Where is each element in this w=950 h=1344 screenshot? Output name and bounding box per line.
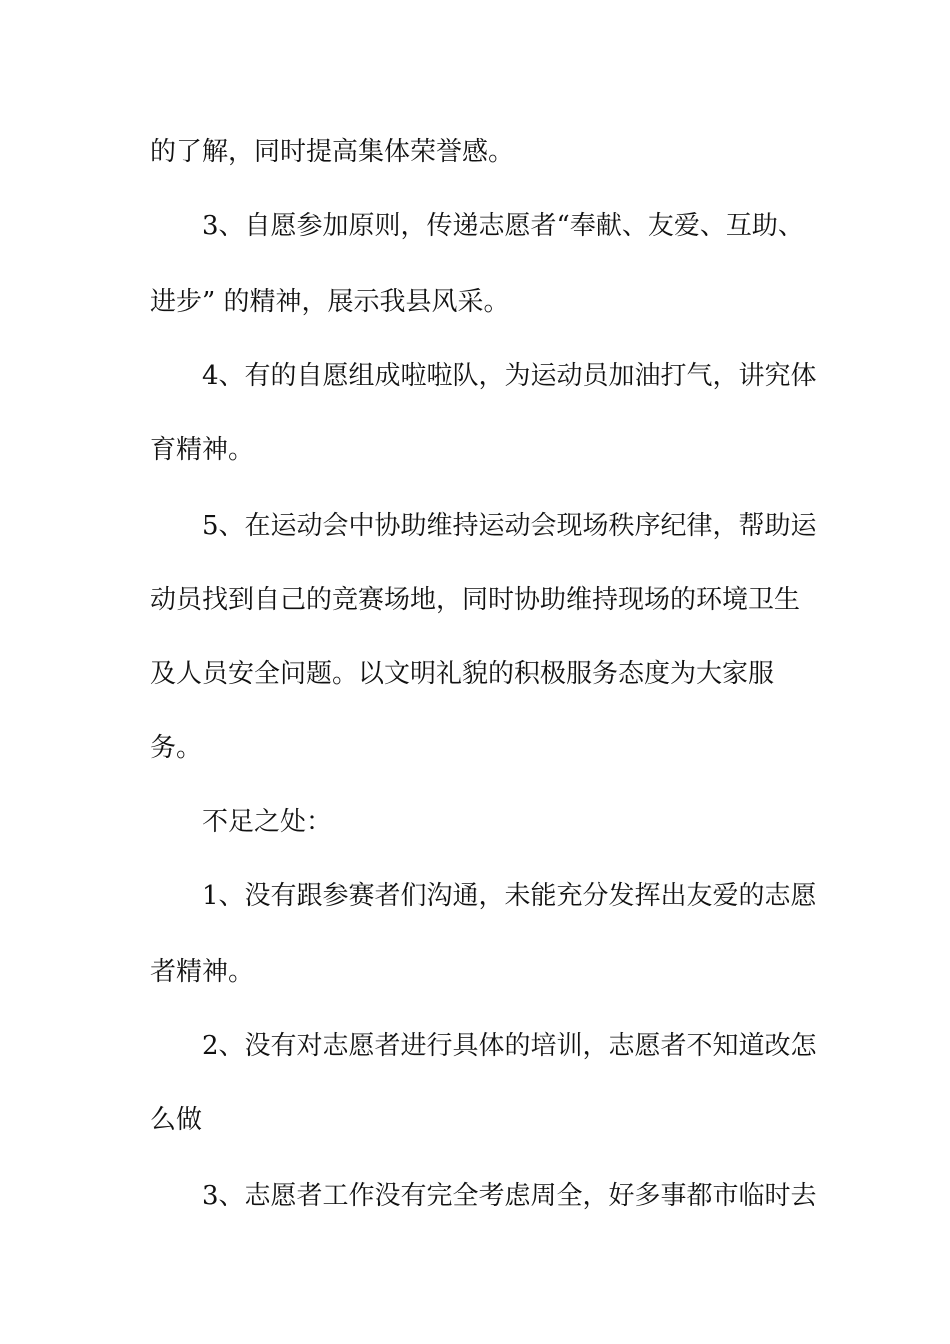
text-line-content: 进步” 的精神，展示我县风采。	[150, 287, 510, 317]
text-line	[0, 506, 950, 546]
text-line-content: 动员找到自己的竞赛场地，同时协助维持现场的环境卫生	[150, 585, 801, 615]
text-line	[0, 952, 950, 992]
text-line-content: 3、志愿者工作没有完全考虑周全，好多事都市临时去	[202, 1181, 817, 1211]
text-line-content: 育精神。	[150, 435, 255, 465]
text-line	[0, 356, 950, 396]
section-heading	[0, 802, 950, 842]
text-line	[0, 282, 950, 322]
text-line-content: 务。	[150, 733, 203, 763]
text-line	[0, 654, 950, 694]
text-line	[0, 876, 950, 916]
text-line-content: 3、自愿参加原则，传递志愿者“奉献、友爱、互助、	[202, 211, 804, 241]
text-line	[0, 206, 950, 246]
text-line	[0, 132, 950, 172]
text-line-content: 者精神。	[150, 957, 255, 987]
text-line-content: 的了解，同时提高集体荣誉感。	[150, 137, 515, 167]
text-line	[0, 1026, 950, 1066]
text-line	[0, 1100, 950, 1140]
text-line-content: 么做	[150, 1105, 203, 1135]
text-line-content: 5、在运动会中协助维持运动会现场秩序纪律，帮助运	[202, 511, 817, 541]
text-line-content: 及人员安全问题。以文明礼貌的积极服务态度为大家服	[150, 659, 775, 689]
text-line-content: 1、没有跟参赛者们沟通，未能充分发挥出友爱的志愿	[202, 881, 817, 911]
text-line	[0, 728, 950, 768]
text-line	[0, 430, 950, 470]
text-line	[0, 580, 950, 620]
text-line-content: 4、有的自愿组成啦啦队，为运动员加油打气，讲究体	[202, 361, 817, 391]
text-line	[0, 1176, 950, 1216]
text-line-content: 2、没有对志愿者进行具体的培训，志愿者不知道改怎	[202, 1031, 817, 1061]
section-heading-text: 不足之处：	[202, 807, 333, 837]
